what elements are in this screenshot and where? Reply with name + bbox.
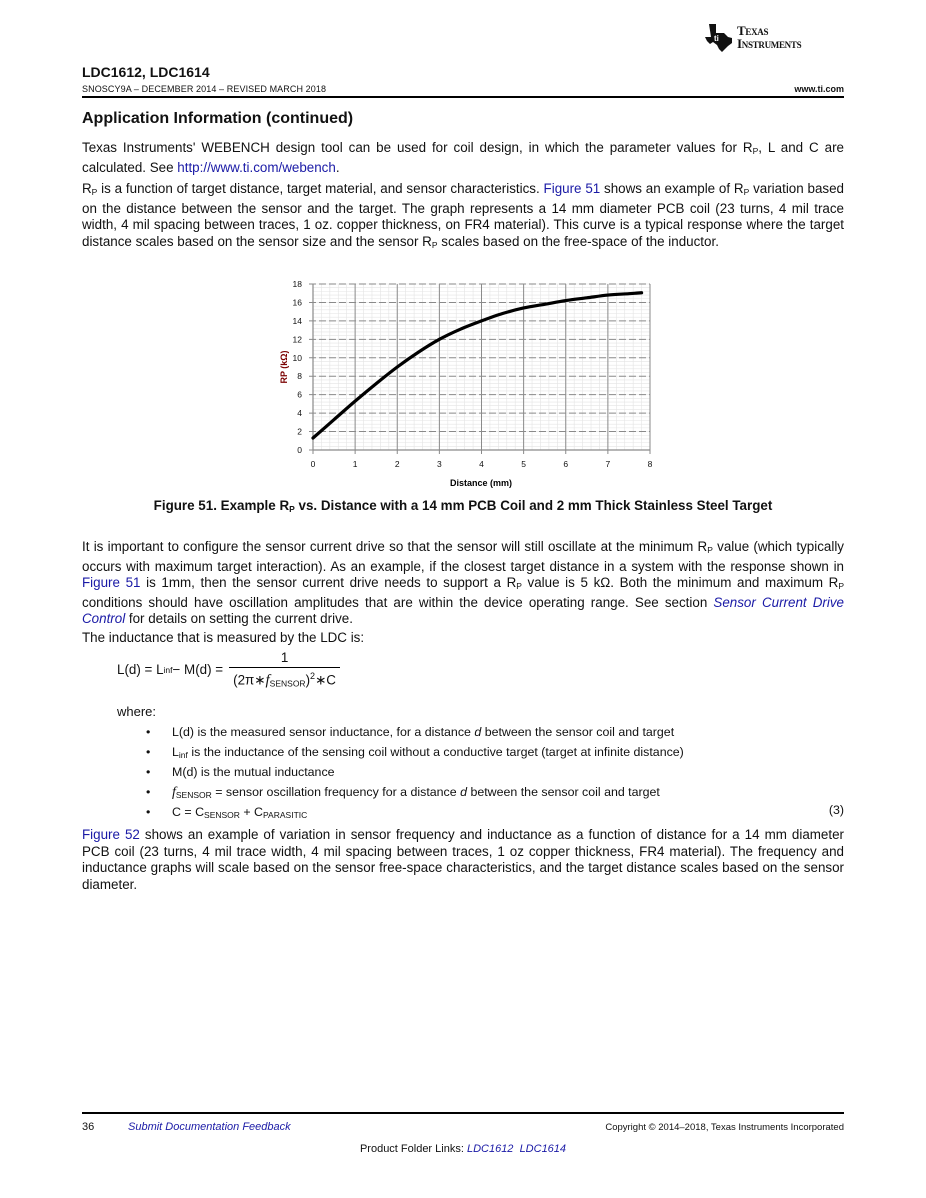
text: , L and C are calculated. See bbox=[82, 140, 844, 175]
text: ∗C bbox=[315, 672, 336, 688]
figure-51-link[interactable]: Figure 51 bbox=[82, 575, 141, 591]
text: Figure 51. Example R bbox=[153, 498, 290, 513]
subscript: P bbox=[752, 146, 759, 156]
y-axis-label: RP (kΩ) bbox=[279, 350, 289, 384]
subscript: P bbox=[707, 545, 713, 555]
x-tick-label: 8 bbox=[647, 459, 653, 469]
header-rule bbox=[82, 96, 844, 98]
copyright: Copyright © 2014–2018, Texas Instruments Incorporated bbox=[605, 1122, 844, 1133]
text: C = C bbox=[172, 805, 205, 819]
text: L bbox=[172, 745, 179, 759]
list-item bbox=[146, 722, 684, 742]
text: value is 5 kΩ. Both the minimum and maximum R bbox=[521, 575, 839, 591]
variable-definitions-list bbox=[146, 722, 684, 822]
y-tick-label: 6 bbox=[297, 389, 302, 400]
y-tick-label: 14 bbox=[292, 315, 302, 326]
text: variation based on the distance between the sensor and the target. The graph represents a 14 mm diameter PCB coil (23 turns, 4 mil trace width, 4 mil spacing between traces, 1 oz. copper thickness, on FR4 material). This curve is a typical response where the target distance scales based on the sensor size and the sensor R bbox=[82, 181, 844, 249]
svg-text:ti: ti bbox=[714, 34, 719, 43]
eq-lhs: L(d) = L bbox=[117, 662, 164, 678]
where-label: where: bbox=[117, 704, 157, 719]
subscript: PARASITIC bbox=[263, 810, 308, 820]
subscript: inf bbox=[163, 664, 173, 675]
text: f bbox=[265, 672, 270, 689]
text: + C bbox=[239, 805, 264, 819]
y-tick-label: 18 bbox=[292, 279, 302, 289]
page-number: 36 bbox=[82, 1121, 95, 1133]
text: ) bbox=[305, 672, 311, 688]
x-axis-label: Distance (mm) bbox=[449, 478, 513, 488]
footer-rule bbox=[82, 1112, 844, 1114]
text: for details on setting the current drive. bbox=[125, 611, 353, 627]
list-item bbox=[146, 742, 684, 762]
ti-logo bbox=[703, 22, 801, 52]
y-tick-label: 16 bbox=[292, 297, 302, 308]
subscript: SENSOR bbox=[204, 810, 240, 820]
subscript: P bbox=[516, 581, 522, 592]
x-tick-label: 5 bbox=[521, 459, 526, 469]
document-id: SNOSCY9A – DECEMBER 2014 – REVISED MARCH 2018 bbox=[82, 84, 327, 94]
text: . bbox=[335, 159, 340, 175]
text: d bbox=[474, 725, 482, 739]
eq-fraction bbox=[229, 650, 340, 689]
text: It is important to configure the sensor current drive so that the sensor will still oscillate at the minimum R bbox=[82, 539, 708, 554]
feedback-link[interactable]: Submit Documentation Feedback bbox=[128, 1121, 291, 1133]
paragraph-webench bbox=[82, 140, 844, 176]
webench-link[interactable]: http://www.ti.com/webench bbox=[177, 159, 336, 175]
text: d bbox=[460, 785, 467, 799]
text: value (which typically occurs with maximum target interaction). As an example, if the closest target distance in a system with the response shown in bbox=[82, 539, 845, 574]
x-tick-label: 7 bbox=[605, 459, 611, 469]
x-tick-label: 1 bbox=[352, 459, 358, 469]
equation-3 bbox=[117, 650, 340, 689]
text: between the sensor coil and target bbox=[467, 785, 660, 799]
text: scales based on the free-space of the inductor. bbox=[437, 233, 719, 249]
section-title: Application Information (continued) bbox=[82, 110, 354, 127]
x-tick-label: 3 bbox=[437, 459, 442, 469]
text: M(d) is the mutual inductance bbox=[172, 765, 335, 779]
text: (2π∗ bbox=[233, 672, 266, 688]
eq-denominator bbox=[229, 667, 340, 689]
y-tick-label: 10 bbox=[292, 352, 302, 363]
superscript: 2 bbox=[310, 671, 316, 681]
ldc1612-link[interactable]: LDC1612 bbox=[466, 1143, 514, 1155]
equation-number: (3) bbox=[828, 803, 844, 817]
text: vs. Distance with a 14 mm PCB Coil and 2 mm Thick Stainless Steel Target bbox=[294, 498, 773, 513]
x-tick-label: 2 bbox=[394, 459, 400, 469]
logo-line-2: Instruments bbox=[737, 36, 802, 51]
sensor-current-drive-link[interactable]: Sensor Current Drive Control bbox=[82, 594, 844, 627]
text: is the inductance of the sensing coil without a conductive target (target at infinite distance) bbox=[187, 745, 684, 759]
y-tick-label: 2 bbox=[297, 426, 302, 437]
product-folder-links bbox=[0, 1143, 926, 1155]
y-tick-label: 12 bbox=[292, 334, 302, 345]
text: Product Folder Links: bbox=[359, 1143, 467, 1155]
figure-52-link[interactable]: Figure 52 bbox=[82, 827, 140, 842]
logo-line-1: Texas bbox=[737, 23, 769, 38]
text: shows an example of R bbox=[600, 181, 744, 196]
text: conditions should have oscillation amplitudes that are within the device operating range. See section bbox=[82, 594, 714, 610]
subscript: inf bbox=[178, 750, 188, 760]
text: f bbox=[172, 785, 176, 800]
text: shows an example of variation in sensor frequency and inductance as a function of distance for a 14 mm diameter PCB coil (23 turns, 4 mil trace width, 4 mil spacing between traces, 1 oz copper thickness, FR4 material). The frequency and inductance graphs will scale based on the sensor free-space characteristics, and the target distance scales based on the sensor diameter. bbox=[82, 827, 844, 892]
document-title: LDC1612, LDC1614 bbox=[82, 64, 210, 80]
text: L(d) is the measured sensor inductance, for a distance bbox=[172, 725, 475, 739]
eq-numerator: 1 bbox=[280, 650, 289, 665]
texas-state-icon bbox=[703, 22, 733, 52]
list-item bbox=[146, 762, 684, 782]
subscript: P bbox=[289, 504, 295, 514]
header-url[interactable]: www.ti.com bbox=[794, 84, 844, 94]
x-tick-label: 4 bbox=[479, 459, 484, 469]
paragraph-figure-52 bbox=[82, 827, 844, 893]
subscript: P bbox=[743, 187, 750, 197]
figure-51-caption bbox=[82, 498, 844, 514]
text: Texas Instruments' WEBENCH design tool can be used for coil design, in which the parameter values for R bbox=[82, 140, 753, 155]
text: between the sensor coil and target bbox=[481, 725, 675, 739]
subscript: SENSOR bbox=[175, 790, 212, 800]
subscript: P bbox=[838, 581, 844, 592]
y-tick-label: 0 bbox=[297, 445, 302, 455]
paragraph-inductance-intro: The inductance that is measured by the LDC is: bbox=[82, 630, 365, 645]
ldc1614-link[interactable]: LDC1614 bbox=[519, 1143, 567, 1155]
subscript: SENSOR bbox=[269, 678, 306, 689]
x-tick-label: 6 bbox=[563, 459, 569, 469]
list-item bbox=[146, 782, 684, 802]
subscript: P bbox=[431, 239, 438, 250]
eq-mid: − M(d) = bbox=[172, 662, 224, 678]
paragraph-rp-description bbox=[82, 181, 844, 253]
y-tick-label: 8 bbox=[297, 371, 302, 382]
rp-vs-distance-chart bbox=[260, 276, 670, 491]
text: R bbox=[82, 181, 92, 196]
text: = sensor oscillation frequency for a distance bbox=[211, 785, 461, 799]
text: is a function of target distance, target material, and sensor characteristics. bbox=[97, 181, 544, 196]
figure-51-link[interactable]: Figure 51 bbox=[543, 181, 601, 196]
subscript: P bbox=[91, 187, 98, 197]
text: is 1mm, then the sensor current drive needs to support a R bbox=[140, 575, 517, 591]
x-tick-label: 0 bbox=[310, 459, 316, 469]
paragraph-current-drive bbox=[82, 539, 844, 628]
y-tick-label: 4 bbox=[297, 408, 302, 419]
list-item bbox=[146, 802, 684, 822]
